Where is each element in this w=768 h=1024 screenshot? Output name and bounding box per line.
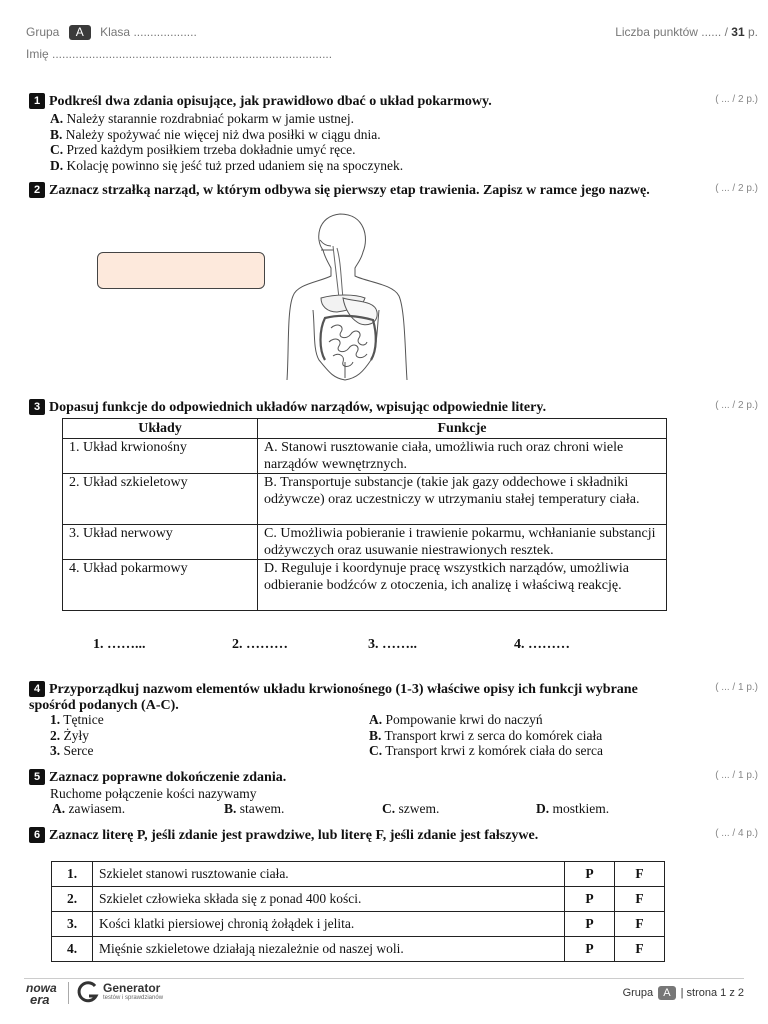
false-option[interactable]: F [615,887,665,912]
question-title: Przyporządkuj nazwom elementów układu krwionośnego (1-3) właściwe opisy ich funkcji wybrane spośród podanych (A-C). [29,682,638,713]
q5-sentence: Ruchome połączenie kości nazywamy [50,786,257,801]
question-number: 3 [29,399,45,415]
system-cell: 1. Układ krwionośny [63,439,258,474]
class-field[interactable]: ................... [133,25,197,39]
nowa-era-logo: nowa era [26,981,57,1007]
question-number: 5 [29,769,45,785]
row-number: 3. [52,912,93,937]
list-item: 2. Żyły [50,727,89,743]
q6-points: ( ... / 4 p.) [715,828,758,839]
q5-option-a[interactable]: A. zawiasem. [52,801,126,816]
points-suffix: p. [747,25,758,39]
q1-points: ( ... / 2 p.) [715,94,758,105]
question-title: Zaznacz poprawne dokończenie zdania. [49,770,287,785]
function-cell: C. Umożliwia pobieranie i trawienie pokarmu, wchłanianie substancji odżywczych oraz usuwanie niestrawionych resztek. [258,525,667,560]
digestive-system-illustration[interactable] [285,210,415,385]
list-item: A. Pompowanie krwi do naczyń [369,712,543,727]
true-option[interactable]: P [565,862,615,887]
q4-points: ( ... / 1 p.) [715,682,758,693]
q5-option-c[interactable]: C. szwem. [382,801,440,816]
q5-points: ( ... / 1 p.) [715,770,758,781]
option-a[interactable]: A. Należy starannie rozdrabniać pokarm w jamie ustnej. [50,111,355,126]
question-4 [29,681,679,714]
true-option[interactable]: P [565,912,615,937]
q2-points: ( ... / 2 p.) [715,183,758,194]
system-cell: 3. Układ nerwowy [63,525,258,560]
group-badge: A [69,25,91,40]
question-3 [29,399,699,416]
question-6 [29,827,679,844]
true-option[interactable]: P [565,937,615,962]
generator-g-icon [77,981,99,1005]
system-cell: 4. Układ pokarmowy [63,560,258,611]
question-number: 6 [29,827,45,843]
table-row [63,525,667,560]
q4-left-list [50,712,104,759]
name-field[interactable]: .................................................................................... [52,47,333,61]
q3-points: ( ... / 2 p.) [715,400,758,411]
system-cell: 2. Układ szkieletowy [63,474,258,525]
table-row [63,474,667,525]
question-5 [29,769,679,786]
footer-group-label: Grupa [622,987,654,999]
question-2 [29,182,699,199]
question-title: Zaznacz literę P, jeśli zdanie jest prawdziwe, lub literę F, jeśli zdanie jest fałszywe. [49,828,539,843]
answer-slot-1[interactable]: 1. ……... [93,637,146,652]
statement: Kości klatki piersiowej chronią żołądek i jelita. [93,912,565,937]
q4-right-list [369,712,603,759]
row-number: 1. [52,862,93,887]
question-number: 4 [29,681,45,697]
list-item: 1. Tętnice [50,712,104,727]
footer-group-badge: A [658,986,675,1000]
question-number: 2 [29,182,45,198]
list-item: 3. Serce [50,743,94,758]
footer-divider [24,978,744,979]
footer-page-number: | strona 1 z 2 [680,987,744,999]
answer-slot-3[interactable]: 3. …….. [368,637,417,652]
class-label: Klasa [100,25,131,39]
statement: Szkielet człowieka składa się z ponad 400 kości. [93,887,565,912]
statement: Mięśnie szkieletowe działają niezależnie od naszej woli. [93,937,565,962]
function-cell: B. Transportuje substancje (takie jak gazy oddechowe i składniki odżywcze) oraz uczestniczy w utrzymaniu stałej temperatury ciała. [258,474,667,525]
function-cell: A. Stanowi rusztowanie ciała, umożliwia ruch oraz chroni wiele narządów wewnętrznych. [258,439,667,474]
function-cell: D. Reguluje i koordynuje pracę wszystkich narządów, umożliwia odbieranie bodźców z otoczenia, ich analizę i właściwą reakcję. [258,560,667,611]
question-number: 1 [29,93,45,109]
false-option[interactable]: F [615,937,665,962]
header-name [26,47,332,61]
question-title: Dopasuj funkcje do odpowiednich układów narządów, wpisując odpowiednie litery. [49,400,547,415]
logo-divider [68,982,69,1004]
question-title: Zaznacz strzałką narząd, w którym odbywa się pierwszy etap trawienia. Zapisz w ramce jego nazwę. [49,183,650,198]
true-option[interactable]: P [565,887,615,912]
option-b[interactable]: B. Należy spożywać nie więcej niż dwa posiłki w ciągu dnia. [50,126,381,142]
q5-option-d[interactable]: D. mostkiem. [536,801,610,816]
table-row [52,912,665,937]
group-label: Grupa [26,25,60,39]
footer-page-info [623,986,744,1000]
statement: Szkielet stanowi rusztowanie ciała. [93,862,565,887]
matching-table [62,418,667,611]
points-label: Liczba punktów ...... / [615,25,728,39]
header-group [26,25,197,40]
list-item: C. Transport krwi z komórek ciała do serca [369,743,603,758]
answer-box[interactable] [97,252,265,289]
true-false-table [51,861,665,962]
option-d[interactable]: D. Kolację powinno się jeść tuż przed udaniem się na spoczynek. [50,157,404,173]
row-number: 2. [52,887,93,912]
col-header-systems: Układy [63,419,258,439]
table-row [63,439,667,474]
list-item: B. Transport krwi z serca do komórek ciała [369,727,603,743]
q5-option-b[interactable]: B. stawem. [224,801,285,816]
table-row [52,887,665,912]
answer-slot-4[interactable]: 4. ……… [514,637,570,652]
header-points [615,25,758,39]
answer-slot-2[interactable]: 2. ……… [232,637,288,652]
table-row [52,937,665,962]
name-label: Imię [26,47,49,61]
false-option[interactable]: F [615,862,665,887]
option-c[interactable]: C. Przed każdym posiłkiem trzeba dokładnie umyć ręce. [50,142,356,157]
false-option[interactable]: F [615,912,665,937]
question-1 [29,93,689,173]
points-total: 31 [731,25,745,39]
row-number: 4. [52,937,93,962]
table-row [52,862,665,887]
table-row [63,560,667,611]
col-header-functions: Funkcje [258,419,667,439]
question-title: Podkreśl dwa zdania opisujące, jak prawidłowo dbać o układ pokarmowy. [49,94,492,109]
